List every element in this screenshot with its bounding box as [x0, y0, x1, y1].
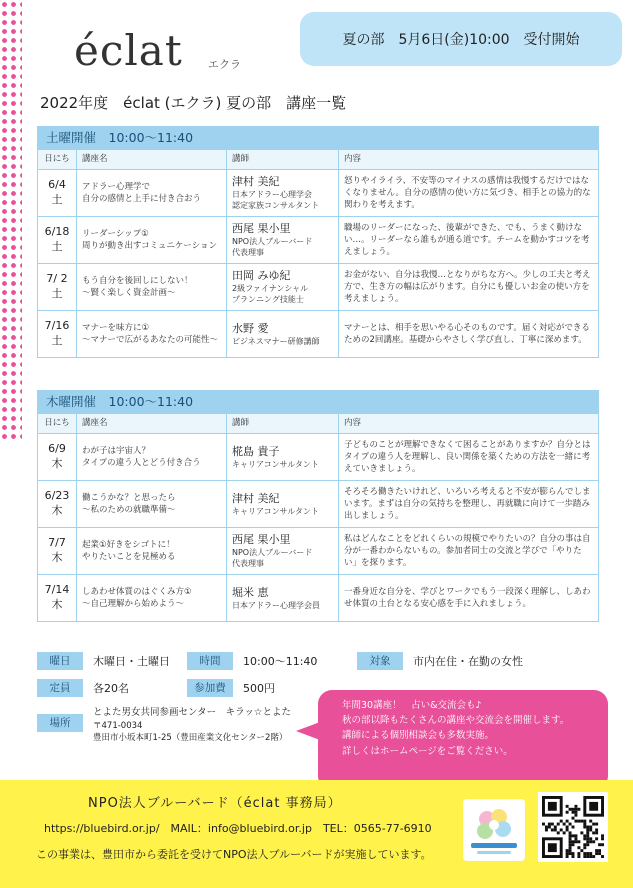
- course-title: [76, 481, 226, 527]
- place-address: 豊田市小坂本町1-25（豊田産業文化センター2階）: [93, 733, 288, 744]
- info-row-schedule: [37, 652, 597, 670]
- table-row: [38, 480, 598, 527]
- lecturer: [226, 434, 338, 480]
- date: 7/ 2: [46, 272, 68, 286]
- table-row: [38, 216, 598, 263]
- footer-contact[interactable]: https://bluebird.or.jp/ MAIL：info@bluebird.or.jp TEL：0565-77-6910: [44, 822, 432, 835]
- course-line: タイプの違う人とどう付き合う: [82, 458, 201, 468]
- course-title: [76, 528, 226, 574]
- lecturer-role: 認定家族コンサルタント: [232, 200, 320, 210]
- date: 7/16: [44, 319, 70, 333]
- date: 7/7: [48, 536, 66, 550]
- target-value: 市内在住・在勤の女性: [413, 655, 523, 668]
- course-title: [76, 575, 226, 621]
- course-line: やりたいことを見極める: [82, 552, 176, 562]
- notice-line: 詳しくはホームページをご覧ください。: [342, 745, 513, 757]
- lecturer: [226, 575, 338, 621]
- thursday-schedule: [37, 390, 599, 622]
- table-row: [38, 574, 598, 621]
- fee-value: 500円: [243, 682, 275, 695]
- session-date: [38, 575, 76, 621]
- col-course-header: 講座名: [76, 414, 226, 433]
- course-line: しあわせ体質のはぐくみ方①: [82, 586, 192, 597]
- col-course-header: 講座名: [76, 150, 226, 169]
- day-tag: 曜日: [37, 652, 83, 670]
- col-lecturer-header: 講師: [226, 414, 338, 433]
- course-content: 子どものことが理解できなくて困ることがありますか？自分とはタイプの違う人を理解し、良い関係を築くための方法を一緒に考えていきましょう。: [338, 434, 598, 480]
- lecturer-role: 日本アドラー心理学会員: [232, 600, 320, 610]
- lecturer: [226, 264, 338, 310]
- course-title: [76, 217, 226, 263]
- session-date: [38, 481, 76, 527]
- weekday: 木: [51, 598, 63, 611]
- course-content: 職場のリーダーになった、後輩ができた、でも、うまく動けない…。リーダーなら誰もが通る道です。チームを動かすコツを考えましょう。: [338, 217, 598, 263]
- pink-dot-pattern: [0, 0, 22, 440]
- course-line: マナーを味方に①: [82, 322, 150, 333]
- time-value: 10:00〜11:40: [243, 655, 318, 668]
- lecturer-role: NPO法人ブルーバード: [232, 237, 313, 247]
- lecturer-name: 田岡 みゆ紀: [232, 269, 291, 283]
- notice-bubble-tail: [296, 722, 320, 740]
- course-content: 私はどんなことをどれくらいの規模でやりたいの？自分の事は自分が一番わからないもの。参加者同士の交流と学びで「やりたい」を探ります。: [338, 528, 598, 574]
- table-row: [38, 263, 598, 310]
- thursday-schedule-header: 木曜開催 10:00〜11:40: [38, 391, 598, 413]
- weekday: 土: [51, 240, 63, 253]
- table-header-row: [38, 149, 598, 169]
- col-content-header: 内容: [338, 150, 598, 169]
- weekday: 土: [51, 334, 63, 347]
- table-row: [38, 433, 598, 480]
- course-line: わが子は宇宙人？: [82, 445, 151, 456]
- date: 7/14: [44, 583, 70, 597]
- place-zip: 〒471-0034: [93, 720, 143, 731]
- course-line: 〜マナーで広がるあなたの可能性〜: [82, 335, 219, 345]
- eclat-logo: éclat: [74, 26, 183, 75]
- capacity-tag: 定員: [37, 679, 83, 697]
- place-tag: 場所: [37, 714, 83, 732]
- notice-line: 秋の部以降もたくさんの講座や交流会を開催します。: [342, 715, 570, 727]
- registration-banner-text: 夏の部 5月6日(金)10:00 受付開始: [342, 32, 580, 48]
- lecturer: [226, 481, 338, 527]
- weekday: 土: [51, 193, 63, 206]
- lecturer-name: 西尾 果小里: [232, 533, 291, 547]
- date: 6/18: [44, 225, 70, 239]
- lecturer-name: 津村 美紀: [232, 491, 280, 505]
- course-line: 〜賢く楽しく資金計画〜: [82, 288, 176, 298]
- lecturer: [226, 528, 338, 574]
- col-content-header: 内容: [338, 414, 598, 433]
- footer-organization: NPO法人ブルーバード（éclat 事務局）: [88, 796, 342, 811]
- capacity-value: 各20名: [93, 682, 129, 695]
- table-row: [38, 527, 598, 574]
- course-line: 周りが動き出すコミュニケーション: [82, 241, 218, 251]
- lecturer-role: 代表理事: [232, 247, 264, 257]
- course-line: もう自分を後回しにしない！: [82, 275, 193, 286]
- notice-line: 講師による個別相談会も多数実施。: [342, 730, 495, 742]
- session-date: [38, 434, 76, 480]
- saturday-schedule-header: 土曜開催 10:00〜11:40: [38, 127, 598, 149]
- lecturer-name: 津村 美紀: [232, 175, 280, 189]
- course-content: マナーとは、相手を思いやる心そのものです。届く対応ができるための2回講座。基礎からやさしく学び直し、丁寧に深めます。: [338, 311, 598, 357]
- course-content: お金がない、自分は我慢…となりがちな方へ。少しの工夫と考え方で、生き方の幅は広がります。自分にも優しいお金の使い方を考えましょう。: [338, 264, 598, 310]
- footer: [0, 780, 633, 888]
- lecturer-role: 2級ファイナンシャル: [232, 284, 309, 294]
- lecturer-role: ビジネスマナー研修講師: [232, 336, 320, 346]
- table-row: [38, 310, 598, 357]
- table-header-row: [38, 413, 598, 433]
- course-line: 〜自己理解から始めよう〜: [82, 599, 185, 609]
- fee-tag: 参加費: [187, 679, 233, 697]
- target-tag: 対象: [357, 652, 403, 670]
- col-date-header: 日にち: [44, 154, 70, 165]
- notice-line: 年間30講座！ 占い&交流会も♪: [342, 700, 482, 711]
- weekday: 木: [51, 551, 63, 564]
- course-line: 起業①好きをシゴトに！: [82, 539, 175, 550]
- table-row: [38, 169, 598, 216]
- course-line: 働こうかな？と思ったら: [82, 492, 176, 503]
- session-date: [38, 311, 76, 357]
- lecturer-role: キャリアコンサルタント: [232, 506, 319, 516]
- lecturer: [226, 170, 338, 216]
- session-date: [38, 217, 76, 263]
- course-title: [76, 434, 226, 480]
- course-title: [76, 311, 226, 357]
- date: 6/9: [48, 442, 66, 456]
- course-title: [76, 264, 226, 310]
- weekday: 土: [51, 287, 63, 300]
- eclat-logo-kana: エクラ: [208, 58, 241, 71]
- course-line: アドラー心理学で: [82, 181, 151, 192]
- lecturer-role: 代表理事: [232, 558, 264, 568]
- lecturer-role: プランニング技能士: [232, 294, 304, 304]
- saturday-schedule: [37, 126, 599, 358]
- col-date-header: 日にち: [44, 418, 70, 429]
- lecturer: [226, 217, 338, 263]
- weekday: 木: [51, 504, 63, 517]
- day-value: 木曜日・土曜日: [93, 655, 170, 668]
- place-name: とよた男女共同参画センター キラッ☆とよた: [93, 707, 291, 718]
- weekday: 木: [51, 457, 63, 470]
- course-content: 怒りやイライラ、不安等のマイナスの感情は我慢するだけではなくなりません。自分の感情の使い方に気づき、相手との協力的な関わりを考えます。: [338, 170, 598, 216]
- lecturer-role: NPO法人ブルーバード: [232, 548, 313, 558]
- registration-banner: [300, 12, 622, 66]
- course-line: リーダーシップ①: [82, 228, 149, 239]
- kirattoyota-mascot-logo-icon: [463, 799, 525, 861]
- footer-note: この事業は、豊田市から委託を受けてNPO法人ブルーバードが実施しています。: [36, 848, 432, 861]
- course-content: そろそろ働きたいけれど、いろいろ考えると不安が膨らんでしまいます。まずは自分の気持ちを整理し、再就職に向けて一歩踏み出しましょう。: [338, 481, 598, 527]
- session-date: [38, 170, 76, 216]
- course-line: 〜私のための就職準備〜: [82, 505, 176, 515]
- place-value: [93, 706, 291, 744]
- notice-bubble: [318, 690, 608, 790]
- date: 6/4: [48, 178, 66, 192]
- col-lecturer-header: 講師: [226, 150, 338, 169]
- lecturer-name: 水野 愛: [232, 321, 269, 335]
- lecturer-name: 椛島 貴子: [232, 444, 280, 458]
- lecturer-name: 西尾 果小里: [232, 222, 291, 236]
- page-title: 2022年度 éclat (エクラ) 夏の部 講座一覧: [40, 94, 347, 112]
- time-tag: 時間: [187, 652, 233, 670]
- session-date: [38, 528, 76, 574]
- lecturer: [226, 311, 338, 357]
- course-line: 自分の感情と上手に付き合おう: [82, 194, 202, 204]
- lecturer-name: 堀米 恵: [232, 585, 269, 599]
- course-content: 一番身近な自分を、学びとワークでもう一段深く理解し、しあわせ体質の土台となる安心感を手に入れましょう。: [338, 575, 598, 621]
- lecturer-role: キャリアコンサルタント: [232, 459, 319, 469]
- date: 6/23: [44, 489, 70, 503]
- qr-code-icon[interactable]: [538, 792, 608, 862]
- session-date: [38, 264, 76, 310]
- lecturer-role: 日本アドラー心理学会: [232, 190, 312, 200]
- course-title: [76, 170, 226, 216]
